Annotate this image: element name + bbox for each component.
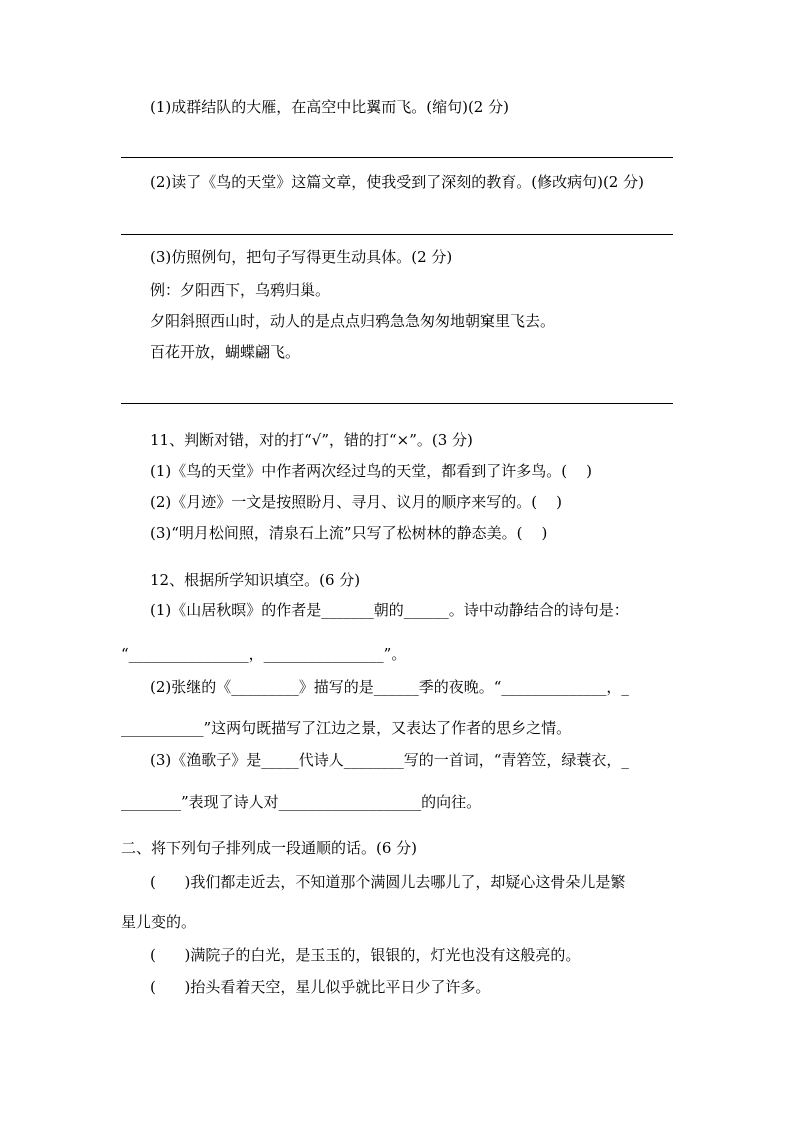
- q11-heading: 11、判断对错，对的打“√”，错的打“×”。(3 分): [150, 431, 473, 449]
- example-answer: 夕阳斜照西山时，动人的是点点归鸦急急匆匆地朝窠里飞去。: [150, 312, 556, 330]
- q12-line-3: (2)张继的《_________》描写的是______季的夜晚。“______________，_: [150, 678, 629, 696]
- q12-line-4: ___________”这两句既描写了江边之景，又表达了作者的思乡之情。: [121, 719, 572, 737]
- answer-line-1: [121, 157, 673, 158]
- q12-line-5: (3)《渔歌子》是_____代诗人________写的一首词，“青箬笠，绿蓑衣，_: [150, 751, 629, 769]
- section2-heading: 二、将下列句子排列成一段通顺的话。(6 分): [121, 839, 418, 857]
- q10-part1: (1)成群结队的大雁，在高空中比翼而飞。(缩句)(2 分): [150, 98, 509, 116]
- task-sentence: 百花开放，蝴蝶翩飞。: [150, 343, 301, 361]
- q11-item-3: (3)“明月松间照，清泉石上流”只写了松树林的静态美。( ): [150, 524, 548, 542]
- example-label: 例：夕阳西下，乌鸦归巢。: [150, 281, 331, 299]
- answer-line-2: [121, 234, 673, 235]
- section2-line-2: 星儿变的。: [121, 913, 197, 931]
- section2-line-1: ( )我们都走近去，不知道那个满圆儿去哪儿了，却疑心这骨朵儿是繁: [150, 873, 626, 891]
- q12-heading: 12、根据所学知识填空。(6 分): [150, 571, 361, 589]
- q12-line-2: “________________，________________”。: [121, 645, 407, 663]
- answer-line-3: [121, 403, 673, 404]
- q11-item-1: (1)《鸟的天堂》中作者两次经过鸟的天堂，都看到了许多鸟。( ): [150, 462, 593, 480]
- q12-line-6: ________”表现了诗人对___________________的向往。: [121, 793, 482, 811]
- section2-line-4: ( )抬头看着天空，星儿似乎就比平日少了许多。: [150, 978, 491, 996]
- q10-part3: (3)仿照例句，把句子写得更生动具体。(2 分): [150, 248, 453, 266]
- q10-part2: (2)读了《鸟的天堂》这篇文章，使我受到了深刻的教育。(修改病句)(2 分): [150, 173, 644, 191]
- q11-item-2: (2)《月迹》一文是按照盼月、寻月、议月的顺序来写的。( ): [150, 493, 563, 511]
- section2-line-3: ( )满院子的白光，是玉玉的，银银的，灯光也没有这般亮的。: [150, 946, 581, 964]
- q12-line-1: (1)《山居秋暝》的作者是_______朝的______。诗中动静结合的诗句是：: [150, 601, 629, 619]
